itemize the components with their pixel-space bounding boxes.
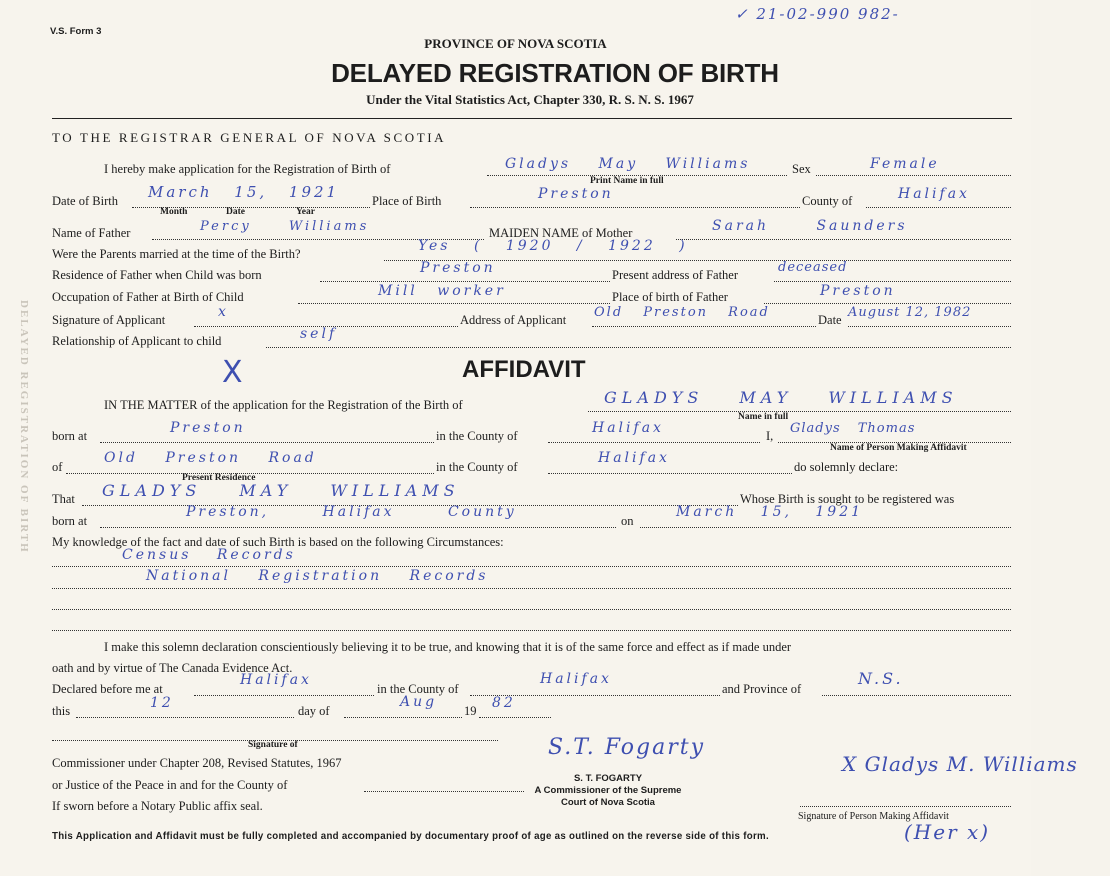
in-county-label: in the County of [377,682,459,696]
place-label: Place of Birth [372,194,442,208]
declared-line [194,695,374,696]
this-label: this [52,704,71,718]
date-caption: Date [226,207,245,217]
present-address-label: Present address of Father [612,268,739,282]
province-heading: PROVINCE OF NOVA SCOTIA [424,36,607,51]
father-value: Percy Williams [200,219,370,234]
year-caption: Year [296,207,315,217]
circumstance-line-2 [52,588,1011,589]
dob-label: Date of Birth [52,194,118,208]
sex-value: Female [870,156,940,172]
notary-label: If sworn before a Notary Public affix seal. [52,799,263,813]
circumstance-line-1 [52,566,1011,567]
matter-value: GLADYS MAY WILLIAMS [604,388,958,407]
father-birthplace-value: Preston [820,283,896,299]
form-subtitle: Under the Vital Statistics Act, Chapter 330, R. S. N. S. 1967 [366,92,694,107]
intro-label: I hereby make application for the Registration of Birth of [104,162,391,176]
county-label: County of [802,194,853,208]
knowledge-label: My knowledge of the fact and date of such Birth is based on the following Circumstances: [52,535,504,549]
place-line [470,207,800,208]
stamp-line-1: S. T. FOGARTY [573,773,643,784]
father-birthplace-label: Place of birth of Father [612,290,728,304]
county2-label: in the County of [436,460,518,474]
year-value: 82 [492,695,516,711]
that-label: That [52,492,75,506]
in-county-value: Halifax [540,671,612,687]
applicant-address-line [592,326,816,327]
year-line [479,717,551,718]
side-watermark: DELAYED REGISTRATION OF BIRTH [18,300,30,554]
province-label: and Province of [722,682,802,696]
father-label: Name of Father [52,226,131,240]
footer-note: This Application and Affidavit must be fully completed and accompanied by documentary proof of age as outlined on the reverse side of this form. [52,831,769,842]
circumstance-1: Census Records [122,547,296,563]
on-line [640,527,1011,528]
married-label: Were the Parents married at the time of the Birth? [52,247,301,261]
addressed-to: TO THE REGISTRAR GENERAL OF NOVA SCOTIA [52,130,447,145]
sex-label: Sex [792,162,811,176]
commissioner-signature: S.T. Fogarty [548,735,705,760]
mother-line [676,239,1011,240]
header-rule [52,118,1012,119]
declaration-line-1: I make this solemn declaration conscientiously believing it to be true, and knowing that it is of the same force and effect as if made under [104,640,792,654]
county2-line [548,473,792,474]
occupation-label: Occupation of Father at Birth of Child [52,290,244,304]
applicant-address-label: Address of Applicant [460,313,567,327]
print-name-caption: Print Name in full [590,176,664,186]
affidavit-county-label: in the County of [436,429,518,443]
relationship-label: Relationship of Applicant to child [52,334,222,348]
circumstance-2: National Registration Records [146,568,489,584]
matter-label: IN THE MATTER of the application for the Registration of the Birth of [104,398,463,412]
province-value: N.S. [858,669,904,688]
justice-label: or Justice of the Peace in and for the County of [52,778,288,792]
month-caption: Month [160,207,188,217]
born-at2-line [100,527,616,528]
affiant-signature: X Gladys M. Williams [842,752,1078,776]
father-birthplace-line [764,303,1011,304]
stamp-line-2: A Commissioner of the Supreme [534,785,682,796]
province-line [822,695,1011,696]
born-at-line [100,442,434,443]
relationship-value: self [300,326,338,342]
residence-value: Preston [420,260,496,276]
affidavit-heading: AFFIDAVIT [462,356,586,383]
justice-line [364,791,524,792]
present-address-value: deceased [778,260,848,275]
form-title: DELAYED REGISTRATION OF BIRTH [331,58,779,88]
on-value: March 15, 1921 [676,504,864,520]
of-value: Old Preston Road [104,450,317,466]
signature-label: Signature of Applicant [52,313,166,327]
county-line [866,207,1011,208]
year-prefix: 19 [464,704,477,718]
whose-label: Whose Birth is sought to be registered was [740,492,955,506]
applicant-address-value: Old Preston Road [594,305,770,320]
date-line [848,326,1011,327]
date-value: August 12, 1982 [848,305,972,320]
mother-value: Sarah Saunders [712,218,908,234]
sex-line [816,175,1011,176]
present-address-line [774,281,1011,282]
born-at-label: born at [52,429,88,443]
i-value: Gladys Thomas [790,421,916,436]
married-value: Yes ( 1920 / 1922 ) [418,238,688,254]
place-value: Preston [538,186,614,202]
occupation-value: Mill worker [378,283,506,299]
dob-value: March 15, 1921 [148,183,340,201]
i-label: I, [766,429,774,443]
applicant-name-value: Gladys May Williams [505,156,751,172]
name-full-caption: Name in full [738,412,789,422]
matter-line [588,411,1011,412]
residence-line [320,281,610,282]
day-value: Aug [400,694,438,710]
declared-value: Halifax [240,672,312,688]
date-label: Date [818,313,842,327]
of-label: of [52,460,63,474]
circumstance-line-4 [52,630,1011,631]
day-label: day of [298,704,330,718]
person-caption: Name of Person Making Affidavit [830,443,967,453]
that-value: GLADYS MAY WILLIAMS [102,481,460,500]
this-value: 12 [150,695,174,711]
commissioner-stamp [520,773,696,809]
signature-value: x [218,304,229,320]
affidavit-county-line [548,442,760,443]
on-label: on [621,514,634,528]
affidavit-mark: X [222,355,243,390]
affiant-caption: Signature of Person Making Affidavit [798,811,949,822]
county-value: Halifax [898,186,970,202]
present-residence-caption: Present Residence [182,473,256,483]
occupation-line [298,303,610,304]
day-line [344,717,462,718]
declare-label: do solemnly declare: [794,460,899,474]
declared-label: Declared before me at [52,682,163,696]
relationship-line [266,347,1011,348]
declaration-line-2: oath and by virtue of The Canada Evidence Act. [52,661,293,675]
born-at2-label: born at [52,514,88,528]
registration-number: ✓ 21-02-990 982- [735,5,900,23]
born-at-value: Preston [170,420,246,436]
form-number: V.S. Form 3 [50,26,102,37]
affiant-signature-line [800,806,1011,807]
born-at2-value: Preston, Halifax County [186,504,517,520]
residence-label: Residence of Father when Child was born [52,268,262,282]
this-line [76,717,294,718]
her-mark: (Her x) [904,820,991,844]
affidavit-county-value: Halifax [592,420,664,436]
commissioner-label: Commissioner under Chapter 208, Revised Statutes, 1967 [52,756,342,770]
county2-value: Halifax [598,450,670,466]
circumstance-line-3 [52,609,1011,610]
mother-label: MAIDEN NAME of Mother [489,226,633,240]
stamp-line-3: Court of Nova Scotia [561,797,655,808]
signature-of-caption: Signature of [248,740,298,750]
